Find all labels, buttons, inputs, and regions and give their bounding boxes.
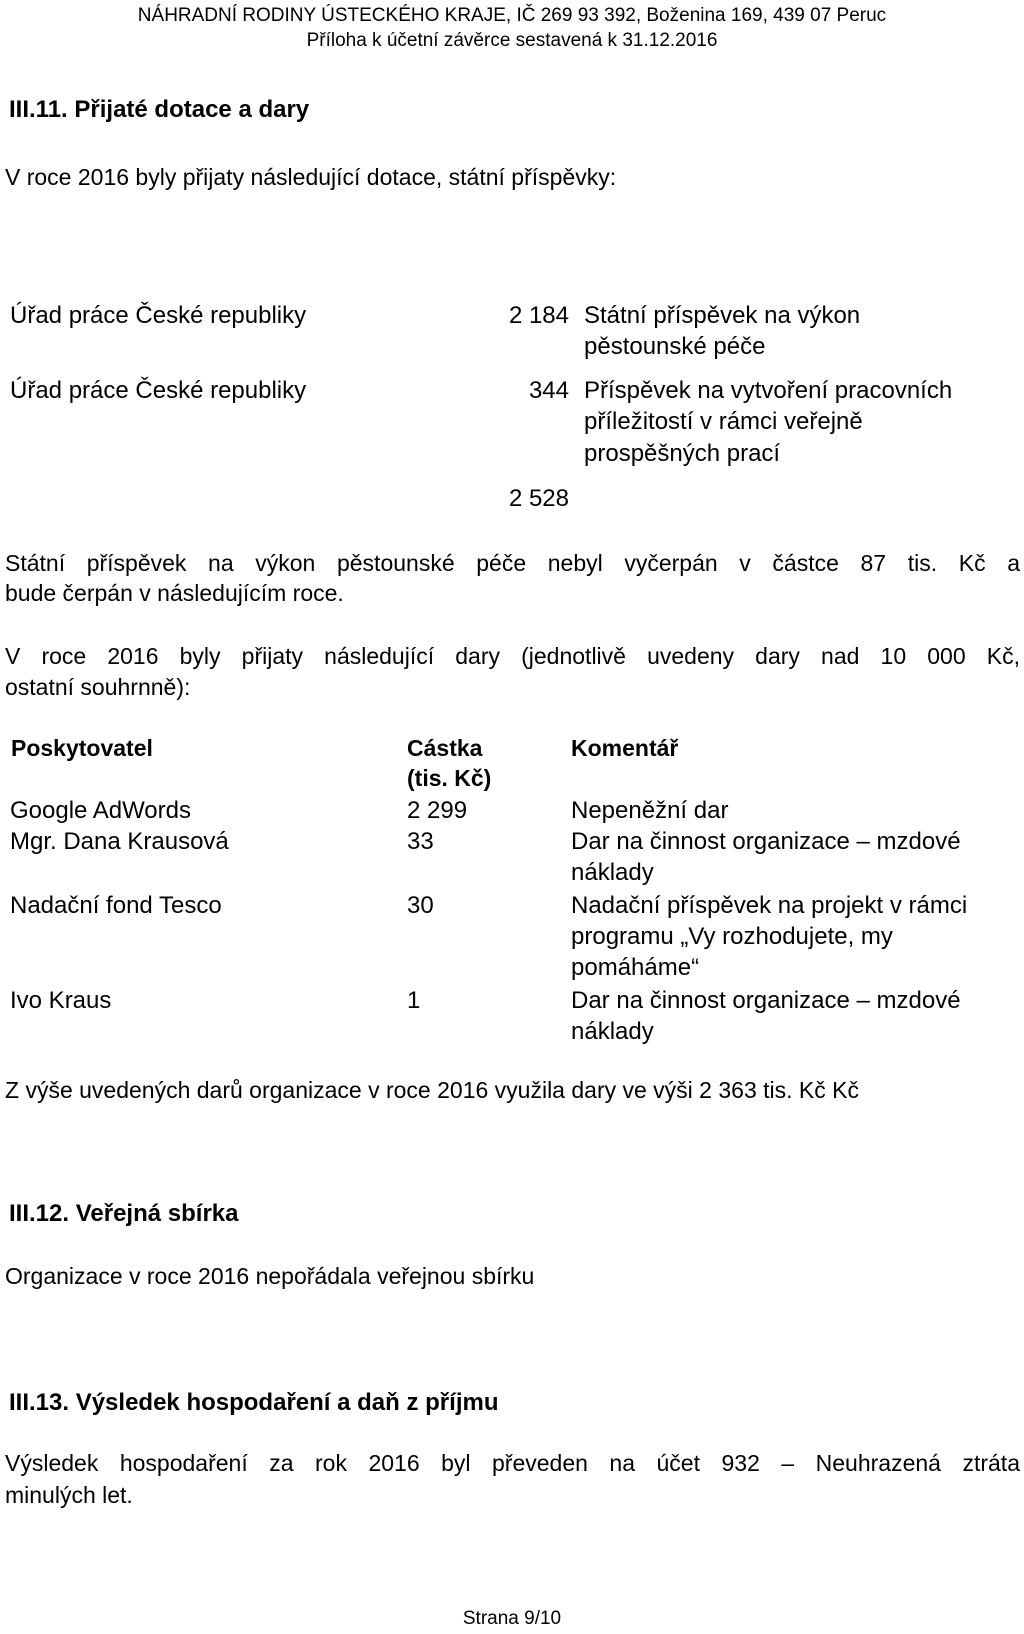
- cell-provider: Mgr. Dana Krausová: [10, 828, 229, 855]
- cell-amount: 30: [407, 892, 434, 919]
- grant-note: bude čerpán v následujícím roce.: [5, 580, 344, 606]
- column-header-provider: Poskytovatel: [11, 735, 153, 761]
- section-13-heading: III.13. Výsledek hospodaření a daň z příjmu: [9, 1389, 499, 1416]
- cell-amount: 33: [407, 828, 434, 855]
- column-header-comment: Komentář: [571, 735, 679, 761]
- grants-total: 2 528: [508, 485, 569, 512]
- section-12-text: Organizace v roce 2016 nepořádala veřejnou sbírku: [5, 1263, 535, 1289]
- cell-comment: náklady: [571, 859, 654, 886]
- grants-intro: V roce 2016 byly přijaty následující dotace, státní příspěvky:: [5, 164, 617, 190]
- cell-provider: Google AdWords: [10, 797, 191, 824]
- cell-comment: náklady: [571, 1018, 654, 1045]
- header-line-1: NÁHRADNÍ RODINY ÚSTECKÉHO KRAJE, IČ 269 93 392, Boženina 169, 439 07 Peruc: [137, 5, 887, 26]
- cell-comment: Dar na činnost organizace – mzdové: [571, 828, 961, 855]
- grant-description: Státní příspěvek na výkon: [584, 302, 861, 329]
- cell-amount: 1: [407, 987, 421, 1014]
- section-11-heading: III.11. Přijaté dotace a dary: [9, 96, 310, 123]
- grant-description: prospěšných prací: [584, 440, 781, 467]
- gifts-usage: Z výše uvedených darů organizace v roce 2016 využila dary ve výši 2 363 tis. Kč Kč: [5, 1077, 859, 1103]
- grant-provider: Úřad práce České republiky: [10, 302, 307, 329]
- cell-comment: programu „Vy rozhodujete, my: [571, 923, 893, 950]
- section-13-text: Výsledek hospodaření za rok 2016 byl převeden na účet 932 – Neuhrazená ztráta: [5, 1450, 1020, 1476]
- grant-description: pěstounské péče: [584, 333, 766, 360]
- cell-provider: Nadační fond Tesco: [10, 892, 222, 919]
- grant-amount: 344: [528, 377, 569, 404]
- gifts-intro: ostatní souhrnně):: [5, 674, 191, 700]
- cell-comment: pomáháme“: [571, 954, 700, 981]
- header-line-2: Příloha k účetní závěrce sestavená k 31.12.2016: [306, 30, 718, 51]
- section-12-heading: III.12. Veřejná sbírka: [9, 1200, 239, 1227]
- cell-comment: Dar na činnost organizace – mzdové: [571, 987, 961, 1014]
- cell-provider: Ivo Kraus: [10, 987, 112, 1014]
- section-13-text: minulých let.: [5, 1482, 133, 1508]
- grant-note: Státní příspěvek na výkon pěstounské péče nebyl vyčerpán v částce 87 tis. Kč a: [5, 550, 1020, 576]
- grant-provider: Úřad práce České republiky: [10, 377, 307, 404]
- grant-description: Příspěvek na vytvoření pracovních: [584, 377, 953, 404]
- gifts-intro: V roce 2016 byly přijaty následující dary (jednotlivě uvedeny dary nad 10 000 Kč,: [5, 643, 1020, 669]
- grant-amount: 2 184: [508, 302, 569, 329]
- cell-comment: Nepeněžní dar: [571, 797, 729, 824]
- page-number: Strana 9/10: [462, 1608, 562, 1629]
- column-header-amount-unit: (tis. Kč): [407, 765, 492, 791]
- column-header-amount: Cástka: [407, 735, 483, 761]
- grant-description: příležitostí v rámci veřejně: [584, 408, 863, 435]
- cell-comment: Nadační příspěvek na projekt v rámci: [571, 892, 968, 919]
- cell-amount: 2 299: [407, 797, 468, 824]
